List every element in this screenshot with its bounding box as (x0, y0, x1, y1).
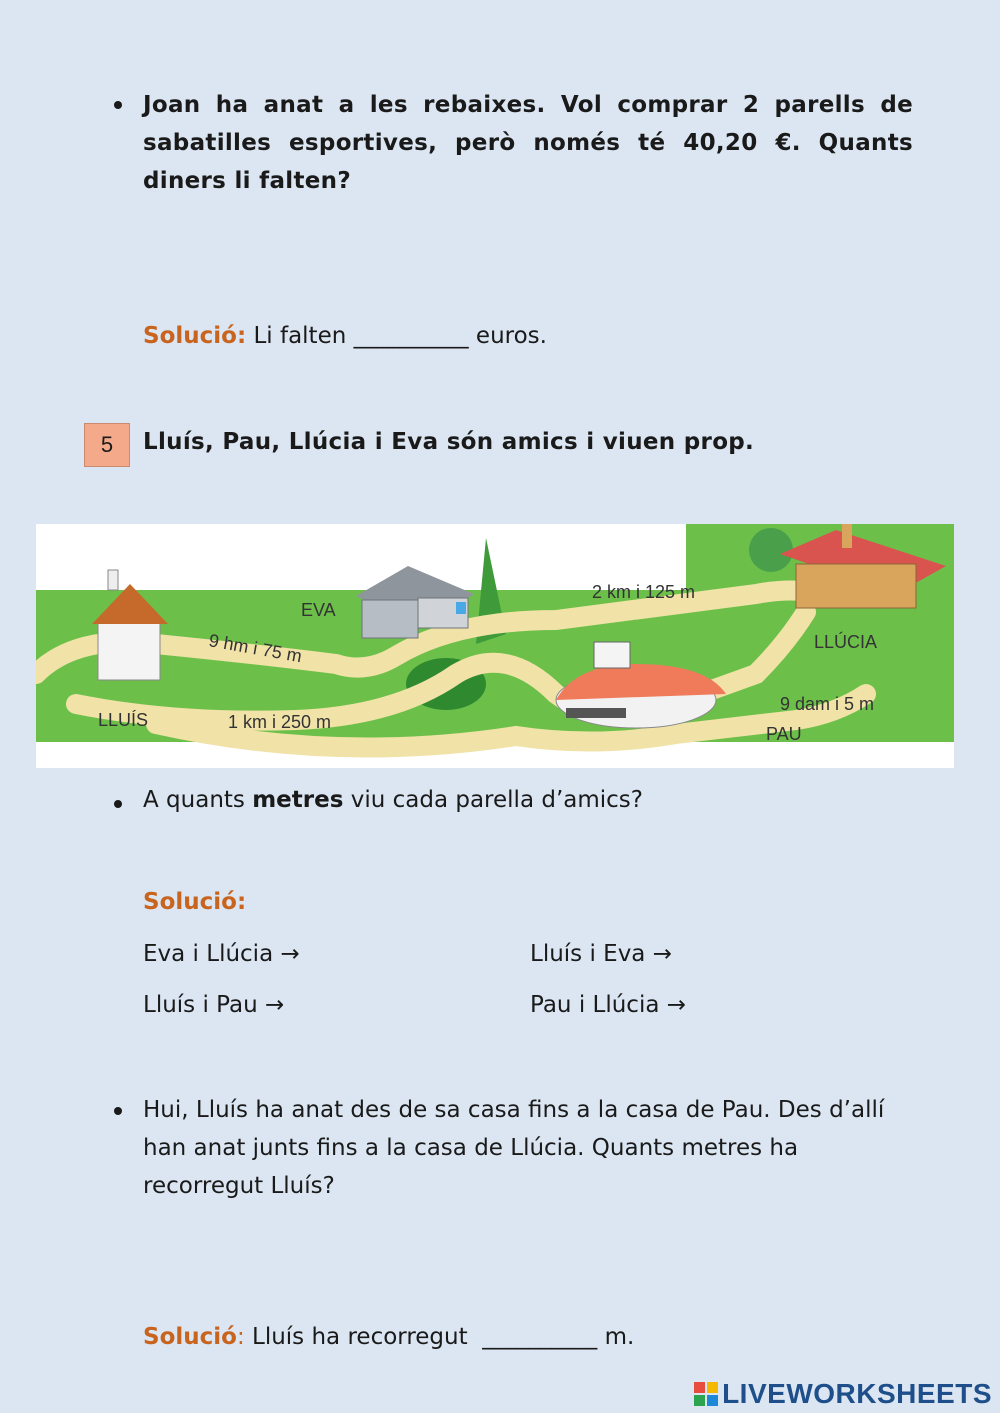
solution-joan-text: Li falten __________ euros. (253, 323, 547, 349)
label-eva: EVA (301, 600, 336, 620)
pair-eva-llucia: Eva i Llúcia → (143, 941, 300, 967)
solution-joan (143, 323, 547, 349)
question-joan: Joan ha anat a les rebaixes. Vol comprar 2 parells de sabatilles esportives, però només té 40,20 €. Quants diners li falten? (143, 92, 913, 194)
neighborhood-map-image (36, 524, 954, 768)
solution-route-text: Lluís ha recorregut __________ m. (252, 1324, 635, 1350)
question-metres-bold: metres (252, 787, 344, 813)
watermark-text: LIVEWORKSHEETS (722, 1378, 992, 1409)
question-route: Hui, Lluís ha anat des de sa casa fins a la casa de Pau. Des d’allí han anat junts fins a la casa de Llúcia. Quants metres ha recorregut Lluís? (143, 1097, 885, 1199)
label-distance-lluis-eva: 9 hm i 75 m (207, 630, 304, 667)
question-metres (143, 787, 643, 813)
label-lluis: LLUÍS (98, 710, 149, 730)
solution-metres-label: Solució: (143, 889, 247, 915)
solution-route-colon: : (236, 1324, 245, 1350)
bullet-joan (114, 101, 122, 109)
label-distance-lluis-pau: 1 km i 250 m (228, 712, 332, 732)
liveworksheets-logo-icon (694, 1382, 718, 1406)
liveworksheets-watermark (694, 1377, 992, 1411)
label-llucia: LLÚCIA (814, 632, 878, 652)
solution-route-label: Solució (143, 1324, 237, 1350)
question-metres-part1: A quants (143, 787, 253, 813)
pair-pau-llucia: Pau i Llúcia → (530, 992, 687, 1018)
house-lluis (92, 570, 168, 680)
map-svg (36, 524, 954, 768)
house-eva (356, 566, 474, 638)
exercise-number-box: 5 (84, 423, 130, 467)
label-distance-pau-llucia: 9 dam i 5 m (780, 694, 875, 714)
tree-right (749, 528, 793, 572)
label-pau: PAU (766, 724, 802, 744)
solution-label: Solució: (143, 323, 247, 349)
pair-lluis-eva: Lluís i Eva → (530, 941, 672, 967)
label-distance-eva-llucia: 2 km i 125 m (592, 582, 696, 602)
bullet-metres (114, 800, 122, 808)
exercise-5-title: Lluís, Pau, Llúcia i Eva són amics i viuen prop. (143, 429, 755, 455)
solution-route (143, 1324, 634, 1350)
pair-lluis-pau: Lluís i Pau → (143, 992, 285, 1018)
bullet-route (114, 1107, 122, 1115)
question-metres-part2: viu cada parella d’amics? (343, 787, 643, 813)
